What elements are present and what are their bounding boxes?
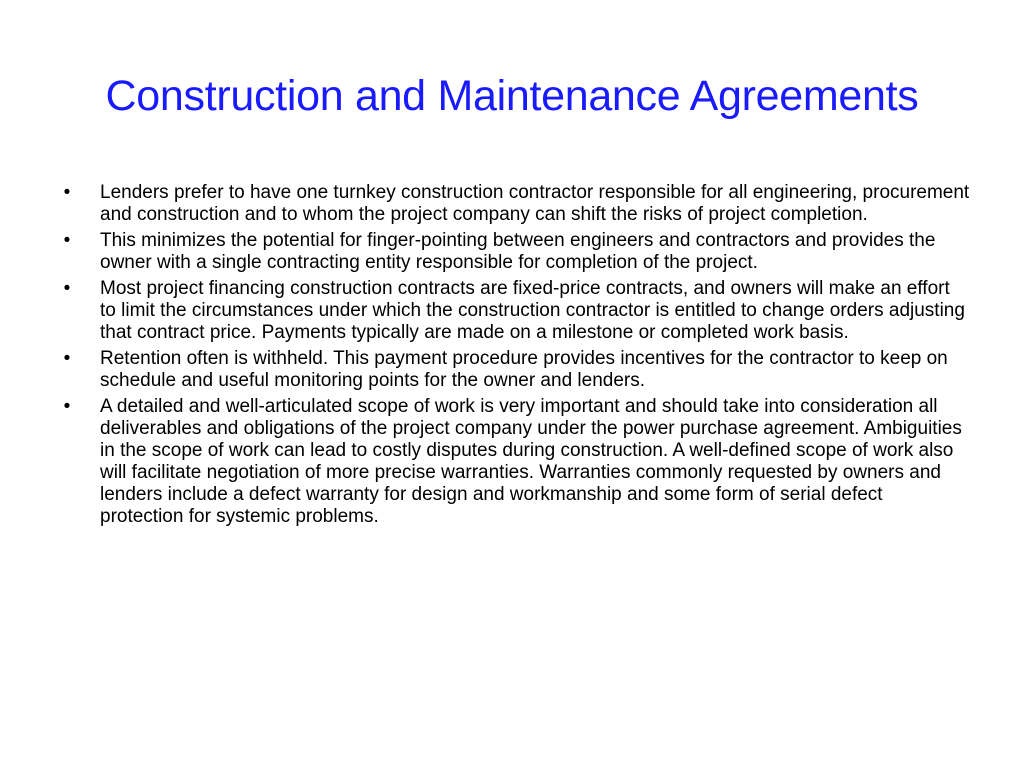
bullet-item <box>60 230 970 274</box>
bullet-marker: • <box>63 182 71 203</box>
bullet-marker: • <box>63 230 71 251</box>
bullet-item <box>60 348 970 392</box>
bullet-text: Retention often is withheld. This payment procedure provides incentives for the contractor to keep on schedule and useful monitoring points for the owner and lenders. <box>100 348 948 391</box>
bullet-item <box>60 278 970 344</box>
slide-title: Construction and Maintenance Agreements <box>105 72 919 120</box>
bullet-marker: • <box>63 396 71 417</box>
bullet-list <box>60 182 970 532</box>
bullet-text: This minimizes the potential for finger-pointing between engineers and contractors and provides the owner with a single contracting entity responsible for completion of the project. <box>100 230 936 273</box>
bullet-text: Most project financing construction contracts are fixed-price contracts, and owners will make an effort to limit the circumstances under which the construction contractor is entitled to change orders adjusting that contract price. Payments typically are made on a milestone or completed work basis. <box>100 278 965 343</box>
bullet-text: Lenders prefer to have one turnkey construction contractor responsible for all engineering, procurement and construction and to whom the project company can shift the risks of project completion. <box>100 182 970 225</box>
bullet-item <box>60 396 970 528</box>
bullet-text: A detailed and well-articulated scope of work is very important and should take into consideration all deliverables and obligations of the project company under the power purchase agreement. Ambiguities in the scope of work can lead to costly disputes during construction. A well-defined scope of work also will facilitate negotiation of more precise warranties. Warranties commonly requested by owners and lenders include a defect warranty for design and workmanship and some form of serial defect protection for systemic problems. <box>100 396 962 527</box>
bullet-item <box>60 182 970 226</box>
bullet-marker: • <box>63 278 71 299</box>
bullet-marker: • <box>63 348 71 369</box>
